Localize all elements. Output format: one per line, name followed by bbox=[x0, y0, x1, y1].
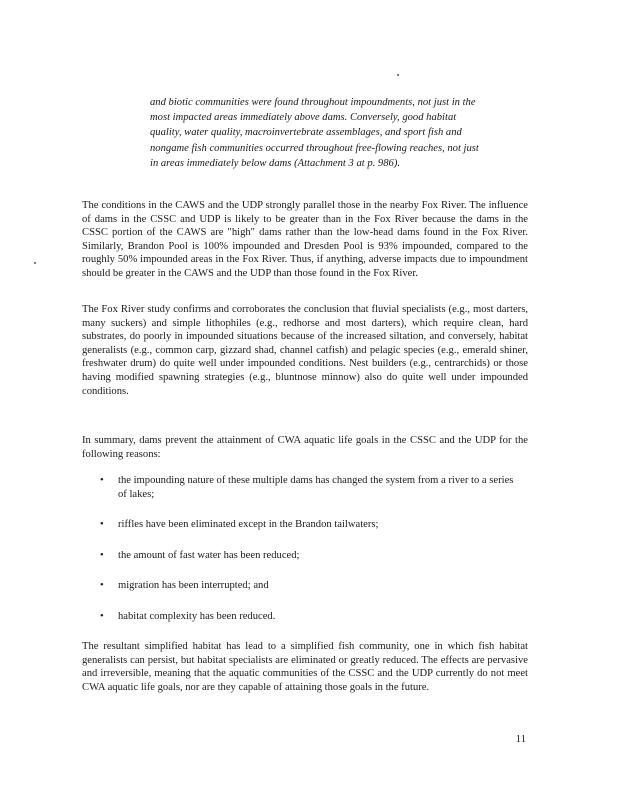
scan-speck bbox=[397, 74, 399, 76]
list-item: • the impounding nature of these multiple dams has changed the system from a river to a series of lakes; bbox=[100, 474, 520, 501]
paragraph-fox-river-study: The Fox River study confirms and corroborates the conclusion that fluvial specialists (e.g., most darters, many suckers) and simple lithophiles (e.g., redhorse and most darters), which require clean, hard substrates, do poorly in impounded situations because of the increased siltation, and conversely, habitat generalists (e.g., common carp, gizzard shad, channel catfish) and pelagic species (e.g., emerald shiner, freshwater drum) do quite well under impounded conditions. Nest builders (e.g., centrarchids) or those having modified spawning strategies (e.g., bluntnose minnow) also do quite well under impounded conditions. bbox=[82, 304, 528, 397]
paragraph-summary-intro: In summary, dams prevent the attainment of CWA aquatic life goals in the CSSC and the UDP for the following reasons: bbox=[82, 435, 528, 460]
list-item: • the amount of fast water has been reduced; bbox=[100, 549, 520, 563]
list-item: • migration has been interrupted; and bbox=[100, 579, 520, 593]
reasons-list bbox=[100, 474, 520, 624]
list-item: • riffles have been eliminated except in the Brandon tailwaters; bbox=[100, 518, 520, 532]
scan-speck bbox=[34, 262, 36, 264]
paragraph-conclusion: The resultant simplified habitat has lead to a simplified fish community, one in which fish habitat generalists can persist, but habitat specialists are eliminated or greatly reduced. The effects are pervasive and irreversible, meaning that the aquatic communities of the CSSC and the UDP currently do not meet CWA aquatic life goals, nor are they capable of attaining those goals in the future. bbox=[82, 641, 528, 693]
list-item: • habitat complexity has been reduced. bbox=[100, 610, 520, 624]
block-quote: and biotic communities were found throughout impoundments, not just in the most impacted areas immediately above dams. Conversely, good habitat quality, water quality, macroinvertebrate assemblages, and sport fish and nongame fish communities occurred throughout free-flowing reaches, not just in areas immediately below dams (Attachment 3 at p. 986). bbox=[150, 97, 479, 169]
page-number: 11 bbox=[515, 734, 526, 745]
paragraph-fox-river-parallel: The conditions in the CAWS and the UDP strongly parallel those in the nearby Fox River. The influence of dams in the CSSC and UDP is likely to be greater than in the Fox River because the dams in the CSSC portion of the CAWS are "high" dams rather than the low-head dams found in the Fox River. Similarly, Brandon Pool is 100% impounded and Dresden Pool is 93% impounded, compared to the roughly 50% impounded areas in the Fox River. Thus, if anything, adverse impacts due to impoundment should be greater in the CAWS and the UDP than those found in the Fox River. bbox=[82, 200, 528, 279]
